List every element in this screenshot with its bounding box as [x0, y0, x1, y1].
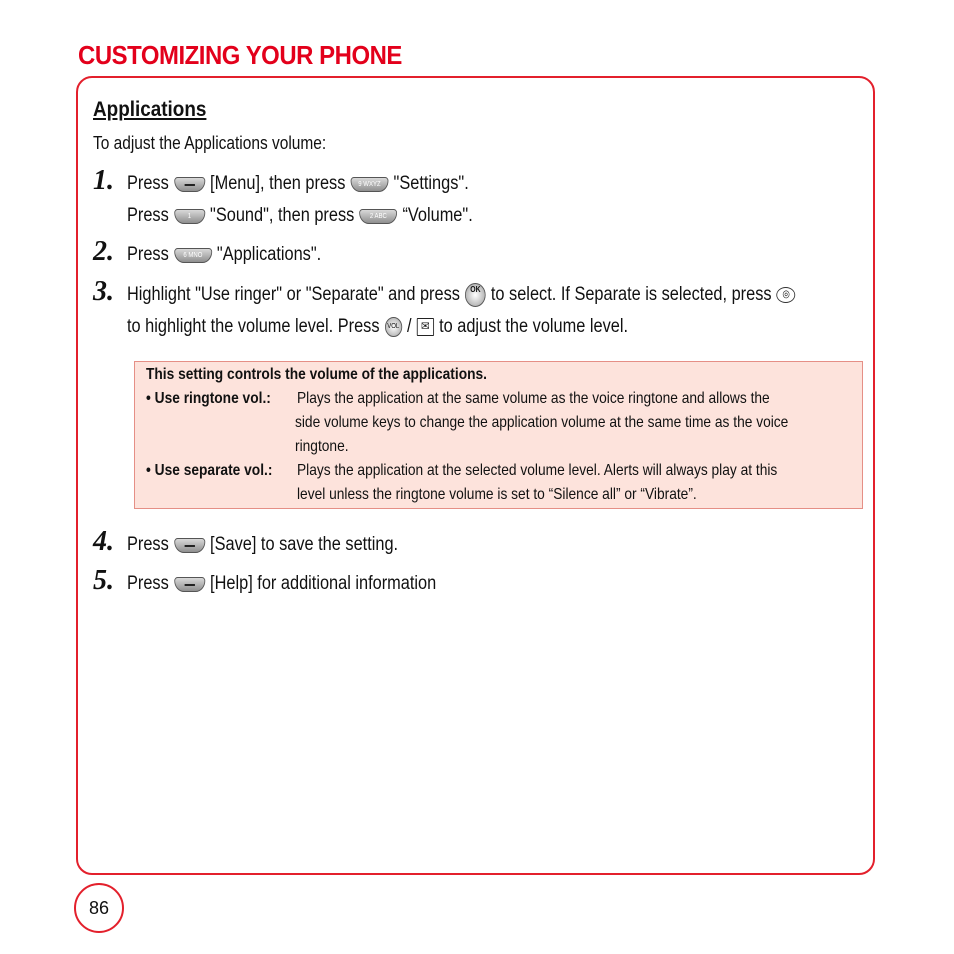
step-3-line-1 — [127, 282, 801, 308]
step-2-number: 2. — [93, 236, 114, 267]
note-item-1-line: ringtone. — [295, 438, 349, 455]
step-text: "Settings". — [393, 173, 469, 194]
step-3-line-2 — [127, 314, 628, 340]
ok-key-icon: OK — [465, 283, 486, 307]
step-text: Press — [127, 173, 169, 194]
step-5-number: 5. — [93, 565, 114, 596]
note-item-1-label: • Use ringtone vol.: — [146, 390, 271, 407]
right-soft-key-icon — [174, 577, 205, 592]
separator-text: / — [407, 316, 412, 337]
note-heading: This setting controls the volume of the applications. — [146, 366, 487, 383]
step-text: [Help] for additional information — [210, 573, 437, 594]
step-3-number: 3. — [93, 276, 114, 307]
note-item-1-line: side volume keys to change the application volume at the same time as the voice — [295, 414, 789, 431]
page-number: 86 — [74, 883, 124, 933]
step-text: Press — [127, 244, 169, 265]
step-1-line-2 — [127, 203, 473, 229]
note-item-2-label: • Use separate vol.: — [146, 462, 273, 479]
step-text: "Applications". — [216, 244, 322, 265]
directional-key-icon: ◎ — [777, 287, 796, 303]
step-text: [Menu], then press — [210, 173, 346, 194]
step-text: [Save] to save the setting. — [210, 534, 399, 555]
step-text: Highlight "Use ringer" or "Separate" and press — [127, 284, 460, 305]
note-item-1-line: Plays the application at the same volume as the voice ringtone and allows the — [297, 390, 770, 407]
key-6-icon: 6 MNO — [174, 248, 212, 263]
step-text: to adjust the volume level. — [439, 316, 629, 337]
section-title: Applications — [93, 98, 207, 121]
note-box — [134, 361, 863, 509]
note-item-2-line: level unless the ringtone volume is set to “Silence all” or “Vibrate”. — [297, 486, 697, 503]
key-9-icon: 9 WXYZ — [351, 177, 389, 192]
step-1-line-1 — [127, 171, 469, 197]
volume-key-icon: VOL — [385, 317, 402, 337]
step-text: “Volume". — [402, 205, 473, 226]
key-1-icon: 1 — [174, 209, 205, 224]
note-item-2-line: Plays the application at the selected volume level. Alerts will always play at this — [297, 462, 778, 479]
left-soft-key-icon — [174, 538, 205, 553]
left-soft-key-icon — [174, 177, 205, 192]
step-text: Press — [127, 205, 169, 226]
step-4-number: 4. — [93, 526, 114, 557]
step-1-number: 1. — [93, 165, 114, 196]
step-text: to highlight the volume level. Press — [127, 316, 380, 337]
step-text: Press — [127, 573, 169, 594]
message-key-icon: ✉ — [417, 318, 434, 336]
step-text: to select. If Separate is selected, press — [490, 284, 772, 305]
page-header-title: CUSTOMIZING YOUR PHONE — [78, 40, 402, 70]
key-2-icon: 2 ABC — [359, 209, 397, 224]
step-text: Press — [127, 534, 169, 555]
step-2-line-1 — [127, 242, 321, 268]
step-4-line-1 — [127, 532, 398, 558]
step-text: "Sound", then press — [210, 205, 355, 226]
step-5-line-1 — [127, 571, 436, 597]
section-intro: To adjust the Applications volume: — [93, 133, 327, 153]
